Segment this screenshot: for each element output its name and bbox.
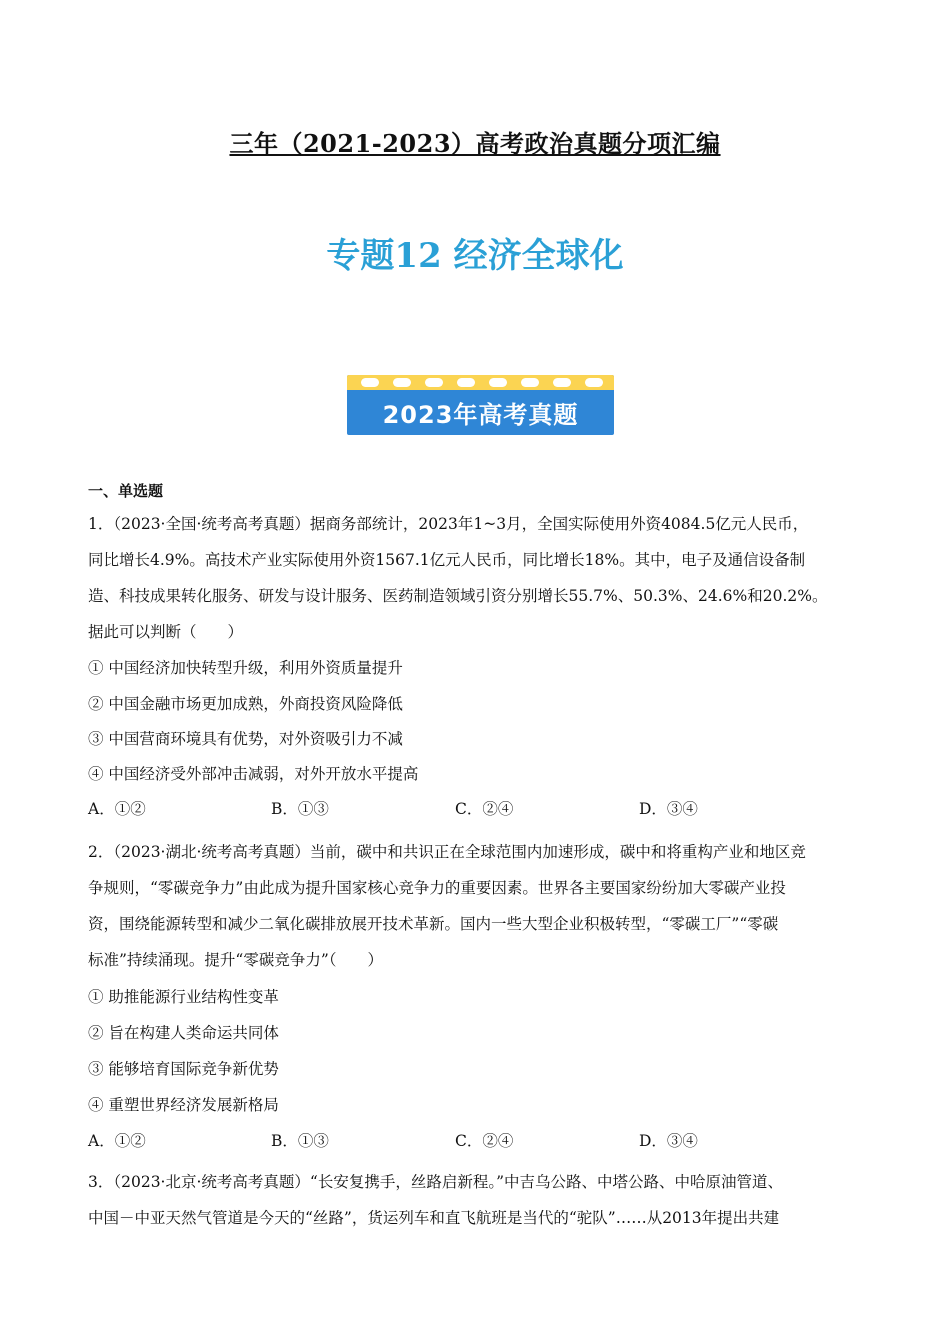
q2-stem-line: 争规则，“零碳竞争力”由此成为提升国家核心竞争力的重要因素。世界各主要国家纷纷加大零碳产业投	[88, 879, 786, 897]
q1-item: ② 中国金融市场更加成熟，外商投资风险降低	[88, 695, 403, 713]
banner-dot	[361, 378, 379, 387]
banner-dot	[457, 378, 475, 387]
banner-dot-strip	[347, 375, 614, 390]
banner-dot	[521, 378, 539, 387]
q3-stem-line: 3．（2023·北京·统考高考真题）“长安复携手，丝路启新程。”中吉乌公路、中塔公路、中哈原油管道、	[88, 1173, 784, 1191]
banner-dot	[393, 378, 411, 387]
section-heading: 一、单选题	[88, 482, 164, 500]
q2-option-d[interactable]: D．③④	[639, 1132, 698, 1150]
banner-dot	[489, 378, 507, 387]
q2-option-a[interactable]: A．①②	[88, 1132, 146, 1150]
q2-item: ③ 能够培育国际竞争新优势	[88, 1060, 279, 1078]
year-banner	[347, 375, 614, 435]
q2-item: ② 旨在构建人类命运共同体	[88, 1024, 279, 1042]
q1-option-b[interactable]: B．①③	[271, 800, 329, 818]
q2-stem-line: 2．（2023·湖北·统考高考真题）当前，碳中和共识正在全球范围内加速形成，碳中和将重构产业和地区竞	[88, 843, 806, 861]
banner-label: 2023年高考真题	[382, 401, 579, 429]
q2-option-c[interactable]: C．②④	[455, 1132, 514, 1150]
banner-dot	[585, 378, 603, 387]
banner-dot	[425, 378, 443, 387]
q1-item: ③ 中国营商环境具有优势，对外资吸引力不减	[88, 730, 403, 748]
q1-stem-line: 造、科技成果转化服务、研发与设计服务、医药制造领域引资分别增长55.7%、50.3%、24.6%和20.2%。	[88, 587, 828, 605]
q2-option-b[interactable]: B．①③	[271, 1132, 329, 1150]
q2-item: ① 助推能源行业结构性变革	[88, 988, 279, 1006]
topic-title: 专题12 经济全球化	[326, 236, 624, 276]
banner-dot	[553, 378, 571, 387]
q1-option-a[interactable]: A．①②	[88, 800, 146, 818]
q1-stem-line: 据此可以判断（ ）	[88, 623, 244, 641]
q2-stem-line: 标准”持续涌现。提升“零碳竞争力”（ ）	[88, 951, 384, 969]
q3-stem-line: 中国－中亚天然气管道是今天的“丝路”，货运列车和直飞航班是当代的“驼队”……从2013年提出共建	[88, 1209, 780, 1227]
q2-item: ④ 重塑世界经济发展新格局	[88, 1096, 279, 1114]
q2-stem-line: 资，围绕能源转型和减少二氧化碳排放展开技术革新。国内一些大型企业积极转型，“零碳工厂”“零碳	[88, 915, 779, 933]
q1-stem-line: 1．（2023·全国·统考高考真题）据商务部统计，2023年1~3月，全国实际使用外资4084.5亿元人民币，	[88, 515, 809, 533]
q1-option-d[interactable]: D．③④	[639, 800, 698, 818]
q1-stem-line: 同比增长4.9%。高技术产业实际使用外资1567.1亿元人民币，同比增长18%。其中，电子及通信设备制	[88, 551, 806, 569]
q1-item: ① 中国经济加快转型升级，利用外资质量提升	[88, 659, 403, 677]
document-title: 三年（2021-2023）高考政治真题分项汇编	[229, 129, 721, 158]
q1-item: ④ 中国经济受外部冲击减弱，对外开放水平提高	[88, 765, 419, 783]
q1-option-c[interactable]: C．②④	[455, 800, 514, 818]
